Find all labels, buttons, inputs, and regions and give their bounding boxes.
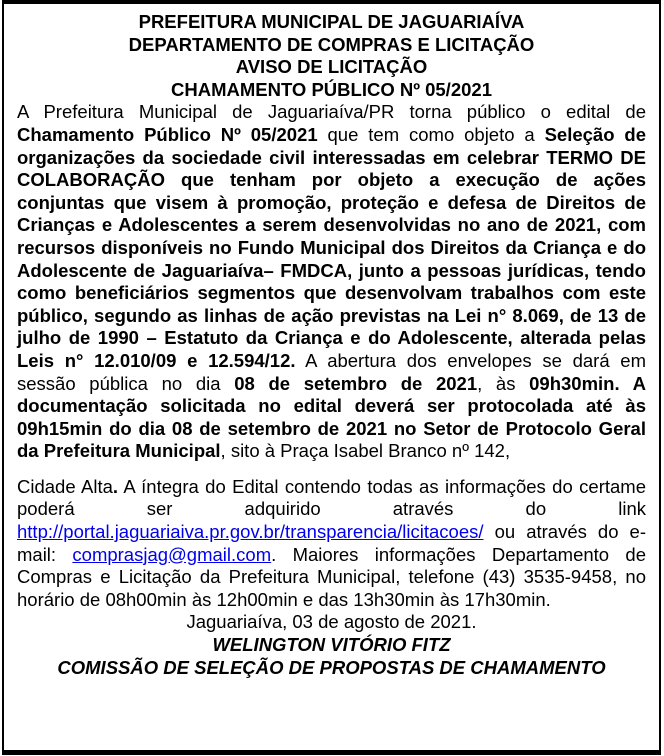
- header-notice-type: AVISO DE LICITAÇÃO: [235, 56, 428, 78]
- header-department: DEPARTAMENTO DE COMPRAS E LICITAÇÃO: [128, 33, 535, 55]
- portal-link[interactable]: http://portal.jaguariaiva.pr.gov.br/transparencia/licitacoes/: [17, 521, 484, 543]
- text-run: ou através do e-mail:: [17, 521, 646, 565]
- text-run: A Prefeitura Municipal de Jaguariaíva/PR torna público o edital de: [17, 101, 646, 123]
- text-run-bold: Chamamento Público Nº 05/2021: [17, 123, 318, 145]
- text-run-bold: 09h30min. A documentação solicitada no edital deverá ser protocolada até às 09h15min do dia 08 de setembro de 2021 no Setor de Protocolo Geral da Prefeitura Municipal: [17, 372, 646, 462]
- text-run: A íntegra do Edital contendo todas as informações do certame poderá ser adquirido através do link: [17, 475, 646, 520]
- text-run-bold: .: [112, 475, 119, 497]
- signature-name: WELINGTON VITÓRIO FITZ: [212, 634, 451, 656]
- header-entity-name: PREFEITURA MUNICIPAL DE JAGUARIAÍVA: [138, 11, 525, 32]
- text-run: que tem como objeto a: [317, 123, 545, 145]
- header-block: [17, 11, 646, 101]
- text-run: A abertura dos envelopes se dará em sessão pública no dia: [17, 349, 646, 394]
- text-run-bold: Seleção de organizações da sociedade civil interessadas em celebrar TERMO DE COLABORAÇÃO que tenham por objeto a execução de ações conjuntas que visem à promoção, proteção e defesa de Direitos de Crianças e Adolescentes a serem desenvolvidas no ano de 2021, com recursos disponíveis no Fundo Municipal dos Direitos da Criança e do Adolescente de Jaguariaíva– FMDCA, junto a pessoas jurídicas, tendo como beneficiários segmentos que desenvolvam trabalhos com este público, segundo as linhas de ação previstas na Lei n° 8.069, de 13 de julho de 1990 – Estatuto da Criança e do Adolescente, alterada pelas Leis n° 12.010/09 e 12.594/12.: [17, 123, 646, 371]
- header-notice-number: CHAMAMENTO PÚBLICO Nº 05/2021: [171, 78, 492, 100]
- signature-role: COMISSÃO DE SELEÇÃO DE PROPOSTAS DE CHAMAMENTO: [57, 656, 606, 678]
- text-run: Cidade Alta: [17, 475, 113, 497]
- notice-paragraph-2: [17, 476, 646, 612]
- date-line: Jaguariaíva, 03 de agosto de 2021.: [186, 611, 477, 633]
- text-run: , às: [477, 372, 530, 394]
- text-run: . Maiores informações Departamento de Compras e Licitação da Prefeitura Municipal, telefone (43) 3535-9458, no horário de 08h00min às 12h00min e das 13h30min às 17h30min.: [17, 543, 646, 610]
- notice-paragraph-1: [17, 101, 646, 463]
- text-run: , sito à Praça Isabel Branco nº 142,: [220, 440, 511, 462]
- email-link[interactable]: comprasjag@gmail.com: [72, 543, 272, 565]
- session-date: 08 de setembro de 2021: [234, 372, 478, 394]
- notice-border-frame: [2, 0, 661, 755]
